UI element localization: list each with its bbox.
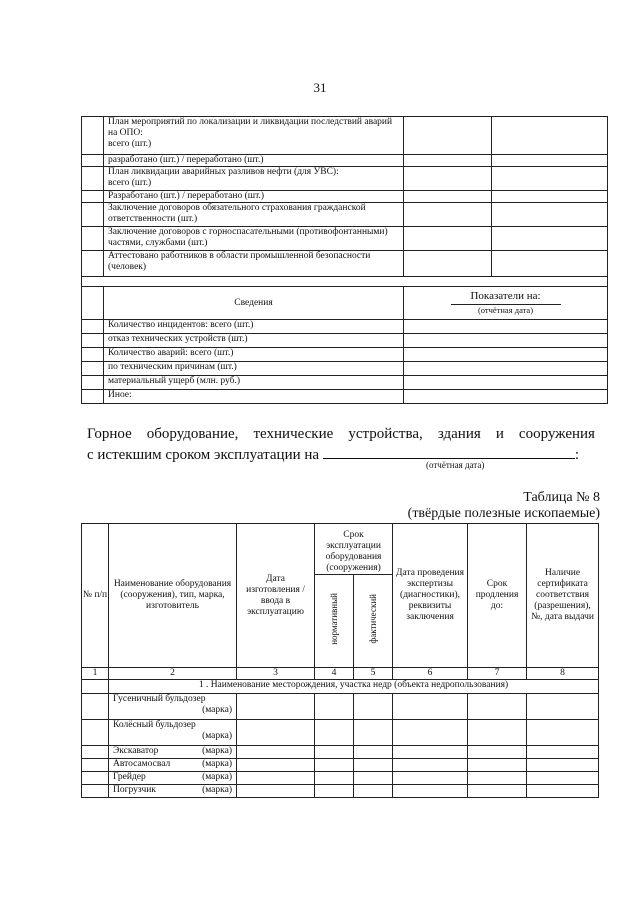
table-title: Таблица № 8 xyxy=(523,490,600,505)
section-heading: Горное оборудование, технические устройства, здания и сооружения с истекшим сроком эксплуатации на : xyxy=(87,426,595,463)
table-row: отказ технических устройств (шт.) xyxy=(104,334,404,348)
table-row: Гусеничный бульдозер (марка) xyxy=(109,694,237,720)
table-row: разработано (шт.) / переработано (шт.) xyxy=(104,155,404,167)
col-number: 5 xyxy=(354,668,393,680)
equipment-table xyxy=(81,523,599,798)
table-row: Количество аварий: всего (шт.) xyxy=(104,348,404,362)
col-number: 2 xyxy=(109,668,237,680)
table-row: Количество инцидентов: всего (шт.) xyxy=(104,320,404,334)
table-subtitle: (твёрдые полезные ископаемые) xyxy=(407,506,600,521)
upper-table xyxy=(81,116,608,404)
col-number: 8 xyxy=(527,668,599,680)
table-row: материальный ущерб (млн. руб.) xyxy=(104,376,404,390)
date-blank-line xyxy=(323,444,575,459)
table-row: Аттестовано работников в области промышленной безопасности (человек) xyxy=(104,251,404,277)
column-header-info: Сведения xyxy=(104,287,404,320)
header-term-actual: фактический xyxy=(354,575,393,668)
col-number: 3 xyxy=(237,668,315,680)
table-row: Заключение договоров обязательного страхования гражданской ответственности (шт.) xyxy=(104,203,404,227)
header-expert: Дата проведения экспертизы (диагностики), реквизиты заключения xyxy=(393,524,468,668)
column-header-indicators: Показатели на: (отчётная дата) xyxy=(404,287,608,320)
col-number: 7 xyxy=(468,668,527,680)
table-row: Заключение договоров с горноспасательными (противофонтанными) частями, службами (шт.) xyxy=(104,227,404,251)
header-name: Наименование оборудования (сооружения), тип, марка, изготовитель xyxy=(109,524,237,668)
table-row: Колёсный бульдозер (марка) xyxy=(109,720,237,746)
col-number: 4 xyxy=(315,668,354,680)
table-row: Иное: xyxy=(104,390,404,404)
header-date: Дата изготовления / ввода в эксплуатацию xyxy=(237,524,315,668)
header-term-normative: нормативный xyxy=(315,575,354,668)
header-extend: Срок продления до: xyxy=(468,524,527,668)
col-number: 1 xyxy=(82,668,109,680)
header-term: Срок эксплуатации оборудования (сооружения) xyxy=(315,524,393,575)
table-row: Автосамосвал (марка) xyxy=(109,759,237,772)
header-cert: Наличие сертификата соответствия (разрешения), №, дата выдачи xyxy=(527,524,599,668)
table-row: по техническим причинам (шт.) xyxy=(104,362,404,376)
table-row: План ликвидации аварийных разливов нефти (для УВС): всего (шт.) xyxy=(104,167,404,191)
table-row: Грейдер (марка) xyxy=(109,772,237,785)
col-number: 6 xyxy=(393,668,468,680)
table-row: Разработано (шт.) / переработано (шт.) xyxy=(104,191,404,203)
date-caption: (отчётная дата) xyxy=(426,460,485,470)
table-row: Погрузчик (марка) xyxy=(109,785,237,798)
table-row: Экскаватор (марка) xyxy=(109,746,237,759)
table-row: План мероприятий по локализации и ликвидации последствий аварий на ОПО: всего (шт.) xyxy=(104,117,404,155)
page-number: 31 xyxy=(313,80,327,95)
deposit-section-row: 1 . Наименование месторождения, участка недр (объекта недропользования) xyxy=(109,680,599,694)
header-num: № п/п xyxy=(82,524,109,668)
